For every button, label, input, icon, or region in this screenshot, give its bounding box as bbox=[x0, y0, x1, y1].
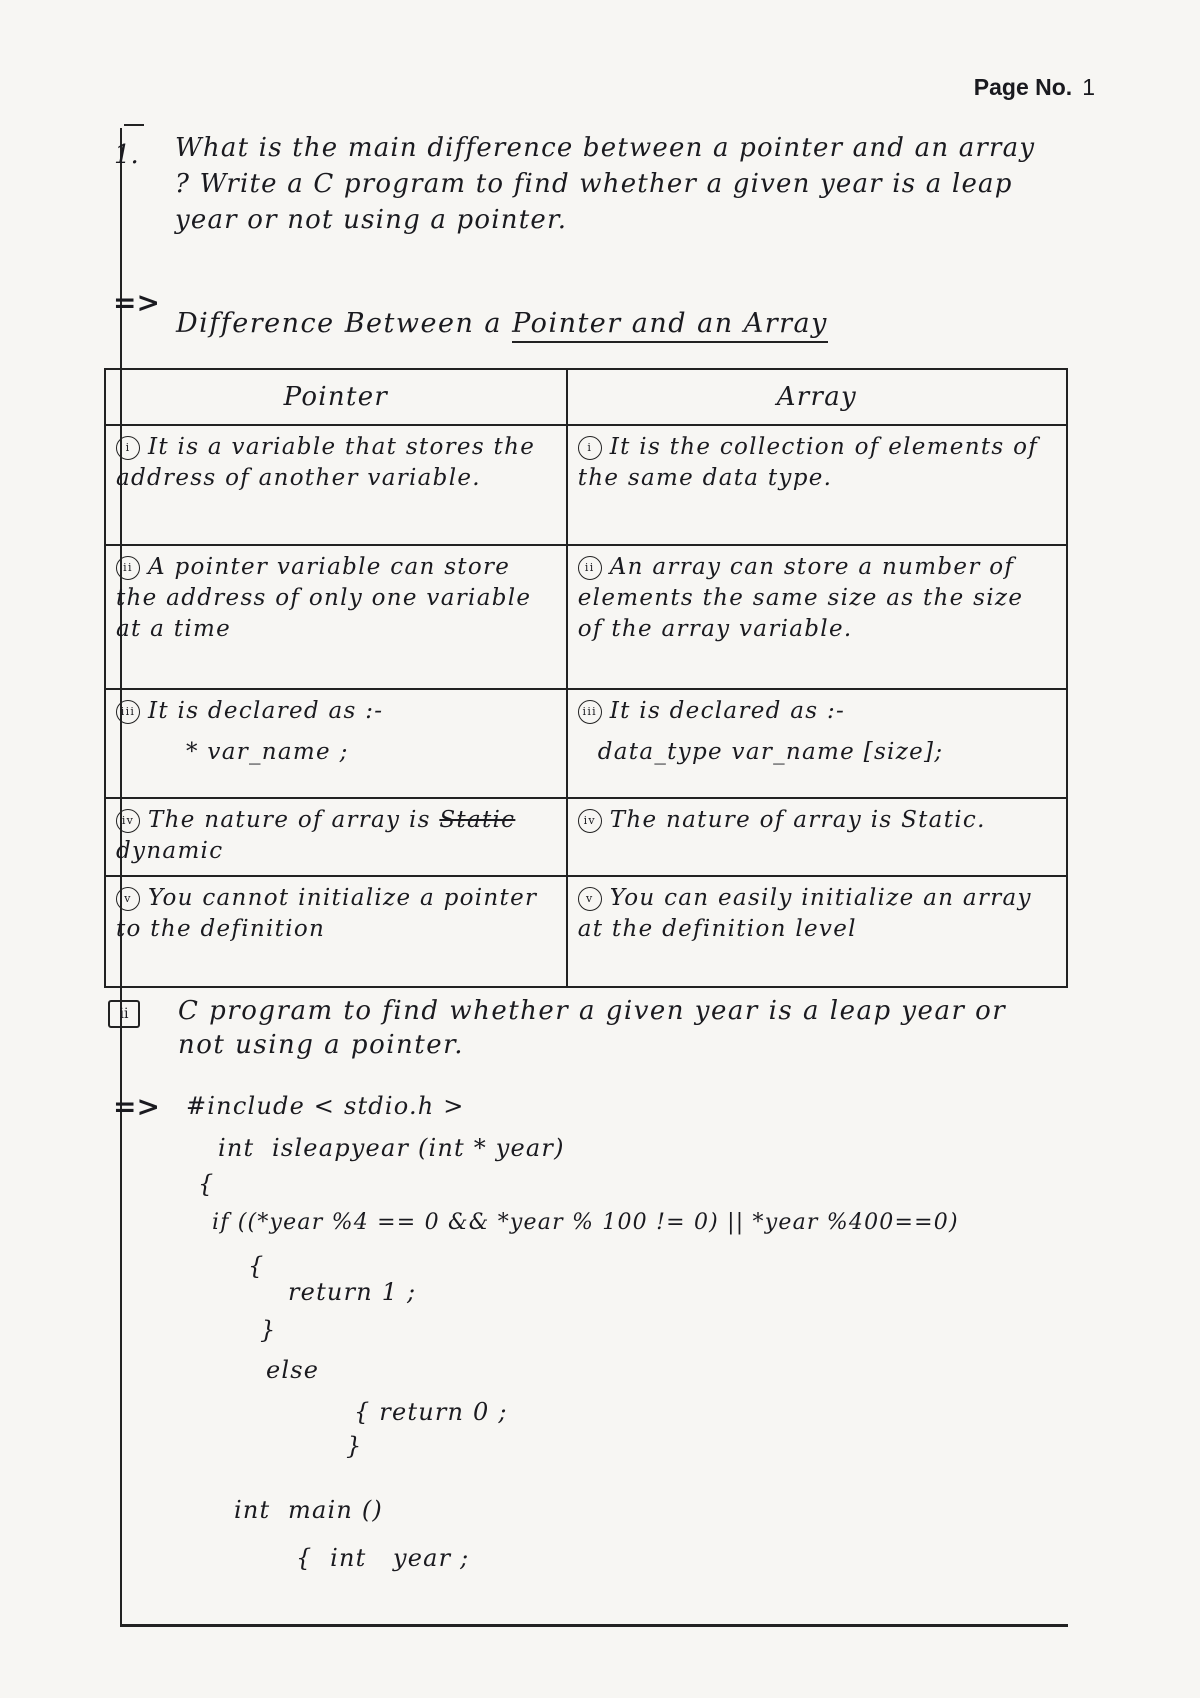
section-marker: ii bbox=[108, 1000, 140, 1028]
row-number-badge: iii bbox=[116, 700, 140, 724]
pointer-cell: i It is a variable that stores the address of another variable. bbox=[105, 425, 567, 545]
code-line: return 1 ; bbox=[288, 1278, 417, 1306]
struck-word: Static bbox=[439, 807, 516, 833]
code-line: { bbox=[248, 1252, 265, 1280]
program-heading: C program to find whether a given year is a leap year or not using a pointer. bbox=[178, 996, 1007, 1060]
table-row bbox=[105, 689, 1067, 798]
array-cell: iii It is declared as :- data_type var_name [size]; bbox=[567, 689, 1067, 798]
table-row bbox=[105, 545, 1067, 689]
pointer-cell: v You cannot initialize a pointer to the definition bbox=[105, 876, 567, 987]
pointer-cell: iii It is declared as :- * var_name ; bbox=[105, 689, 567, 798]
table-row bbox=[105, 425, 1067, 545]
difference-heading: Difference Between a Pointer and an Array bbox=[176, 308, 828, 339]
code-line: int isleapyear (int * year) bbox=[218, 1134, 565, 1162]
table-row bbox=[105, 798, 1067, 876]
row-number-badge: iv bbox=[116, 809, 140, 833]
page-number: 1 bbox=[1082, 74, 1095, 100]
code-line: { int year ; bbox=[296, 1544, 470, 1572]
page-number-label: Page No. 1 bbox=[973, 74, 1095, 100]
array-cell: i It is the collection of elements of the same data type. bbox=[567, 425, 1067, 545]
row-number-badge: i bbox=[578, 436, 602, 460]
array-declaration: data_type var_name [size]; bbox=[597, 739, 944, 765]
difference-heading-underlined: Pointer and an Array bbox=[512, 308, 828, 343]
row-number-badge: ii bbox=[578, 556, 602, 580]
code-line: { return 0 ; bbox=[354, 1398, 508, 1426]
array-cell: iv The nature of array is Static. bbox=[567, 798, 1067, 876]
code-line: if ((*year %4 == 0 && *year % 100 != 0) || *year %400==0) bbox=[212, 1210, 959, 1235]
array-cell: ii An array can store a number of elements the same size as the size of the array variable. bbox=[567, 545, 1067, 689]
pointer-cell: iv The nature of array is Static dynamic bbox=[105, 798, 567, 876]
answer-arrow: => bbox=[113, 286, 160, 319]
header-pointer: Pointer bbox=[105, 369, 567, 425]
question-number: 1. bbox=[114, 140, 139, 170]
question-text: What is the main difference between a pointer and an array ? Write a C program to find whether a given year is a leap year or not using a pointer. bbox=[175, 133, 1036, 235]
array-cell: v You can easily initialize an array at the definition level bbox=[567, 876, 1067, 987]
pointer-declaration: * var_name ; bbox=[186, 739, 349, 765]
program-answer-arrow: => bbox=[113, 1090, 160, 1123]
code-line: #include < stdio.h > bbox=[186, 1092, 465, 1120]
code-line: int main () bbox=[234, 1496, 383, 1524]
code-line: } bbox=[260, 1316, 277, 1344]
row-number-badge: v bbox=[116, 887, 140, 911]
comparison-table bbox=[104, 368, 1068, 988]
row-number-badge: v bbox=[578, 887, 602, 911]
code-line: else bbox=[266, 1356, 320, 1384]
code-line: { bbox=[198, 1170, 215, 1198]
row-number-badge: iv bbox=[578, 809, 602, 833]
frame-top-edge bbox=[124, 124, 144, 126]
table-row bbox=[105, 876, 1067, 987]
header-array: Array bbox=[567, 369, 1067, 425]
row-number-badge: ii bbox=[116, 556, 140, 580]
row-number-badge: iii bbox=[578, 700, 602, 724]
row-number-badge: i bbox=[116, 436, 140, 460]
pointer-cell: ii A pointer variable can store the address of only one variable at a time bbox=[105, 545, 567, 689]
code-line: } bbox=[346, 1432, 363, 1460]
